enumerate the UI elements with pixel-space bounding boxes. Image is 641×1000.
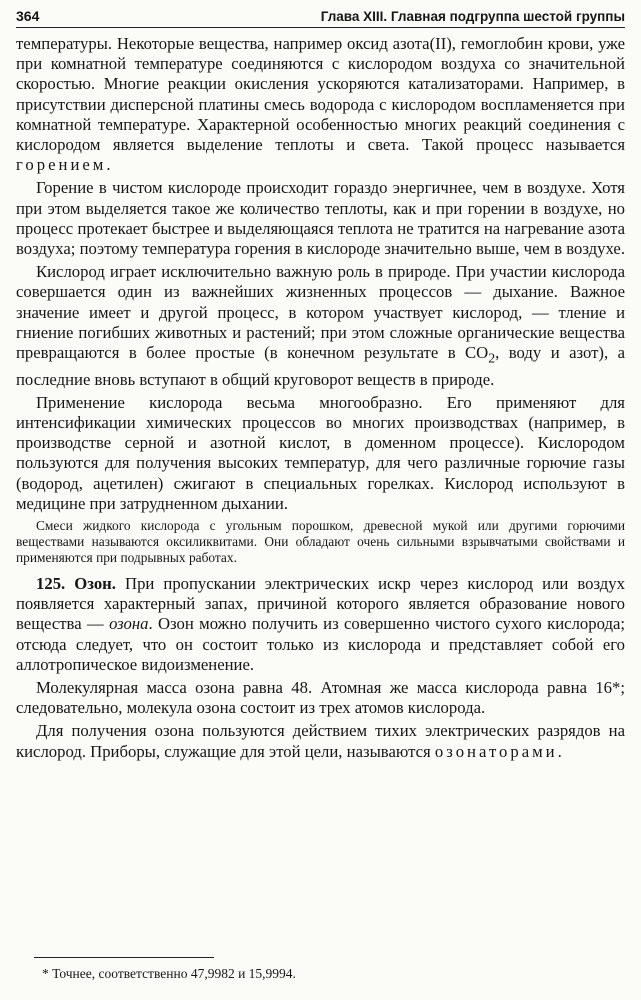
running-title: Глава XIII. Главная подгруппа шестой группы bbox=[320, 9, 625, 24]
paragraph-text: Горение в чистом кислороде происходит гораздо энергичнее, чем в воздухе. Хотя при этом выделяется такое же количество теплоты, как и при горении в воздухе, но процесс протекает быстрее и выделяющаяся теплота не тратится на нагревание азота воздуха; поэтому температура горения в кислороде значительно выше, чем в воздухе. bbox=[16, 178, 625, 259]
paragraph-body-cont: , воду и азот), а последние вновь вступают в общий круговорот веществ в природе. bbox=[16, 343, 625, 389]
term-ozonators: озонаторами bbox=[434, 741, 558, 761]
footnote-divider bbox=[34, 957, 214, 958]
section-heading: 125. Озон. bbox=[36, 574, 116, 593]
section-125-ozone bbox=[16, 574, 625, 675]
paragraph-pure-oxygen bbox=[16, 178, 625, 259]
paragraph-text bbox=[16, 574, 625, 675]
paragraph-text: Молекулярная масса озона равна 48. Атомная же масса кислорода равна 16*; следовательно, молекула озона состоит из трех атомов кислорода. bbox=[16, 678, 625, 718]
small-print-note: Смеси жидкого кислорода с угольным порошком, древесной мукой или другими горючими веществами называются оксиликвитами. Они обладают очень сильными взрывчатыми свойствами и применяются при подрывных работах. bbox=[16, 518, 625, 565]
paragraph-body-cont: . Озон можно получить из совершенно чистого сухого кислорода; отсюда следует, что он состоит только из кислорода и представляет собой его аллотропическое видоизменение. bbox=[16, 614, 625, 674]
paragraph-body: Кислород играет исключительно важную роль в природе. При участии кислорода совершается один из важнейших жизненных процессов — дыхание. Важное значение имеет и другой процесс, в котором участвует кислород, — тление и гниение погибших животных и растений; при этом сложные органические вещества превращаются в более простые (в конечном результате в CO bbox=[16, 262, 625, 363]
paragraph-body: При пропускании электрических искр через кислород или воздух появляется характерный запах, причиной которого является образование нового вещества — bbox=[16, 574, 625, 634]
paragraph-applications bbox=[16, 393, 625, 514]
paragraph-text bbox=[16, 262, 625, 390]
footnote: * Точнее, соответственно 47,9982 и 15,9994. bbox=[42, 966, 296, 981]
paragraph-role-in-nature bbox=[16, 262, 625, 390]
paragraph-text: Применение кислорода весьма многообразно. Его применяют для интенсификации химических процессов во многих производствах (например, в производстве серной и азотной кислот, в доменном процессе). Кислородом пользуются для получения высоких температур, для чего различные горючие газы (водород, ацетилен) сжигают в специальных горелках. Кислород используют в медицине при затрудненном дыхании. bbox=[16, 392, 625, 513]
paragraph-text bbox=[16, 721, 625, 761]
term-ozone: озона bbox=[109, 614, 149, 634]
paragraph-ozonators bbox=[16, 721, 625, 761]
paragraph-body: Для получения озона пользуются действием тихих электрических разрядов на кислород. Приборы, служащие для этой цели, называются bbox=[16, 721, 625, 761]
page-number: 364 bbox=[16, 8, 40, 24]
paragraph-body: температуры. Некоторые вещества, например оксид азота(II), гемоглобин крови, уже при комнатной температуре соединяются с кислородом воздуха со значительной скоростью. Многие реакции окисления ускоряются катализаторами. Например, в присутствии дисперсной платины смесь водорода с кислородом воспламеняется при комнатной температуре. Характерной особенностью многих реакций соединения с кислородом является выделение теплоты и света. Такой процесс называется bbox=[16, 34, 625, 155]
paragraph-end: . bbox=[106, 155, 111, 175]
term-combustion: горением bbox=[16, 155, 107, 175]
running-header bbox=[16, 8, 625, 28]
paragraph-molecular-mass bbox=[16, 678, 625, 718]
subscript: 2 bbox=[488, 351, 496, 367]
paragraph-end: . bbox=[557, 741, 562, 761]
paragraph-combustion bbox=[16, 34, 625, 175]
paragraph-text bbox=[16, 34, 625, 175]
